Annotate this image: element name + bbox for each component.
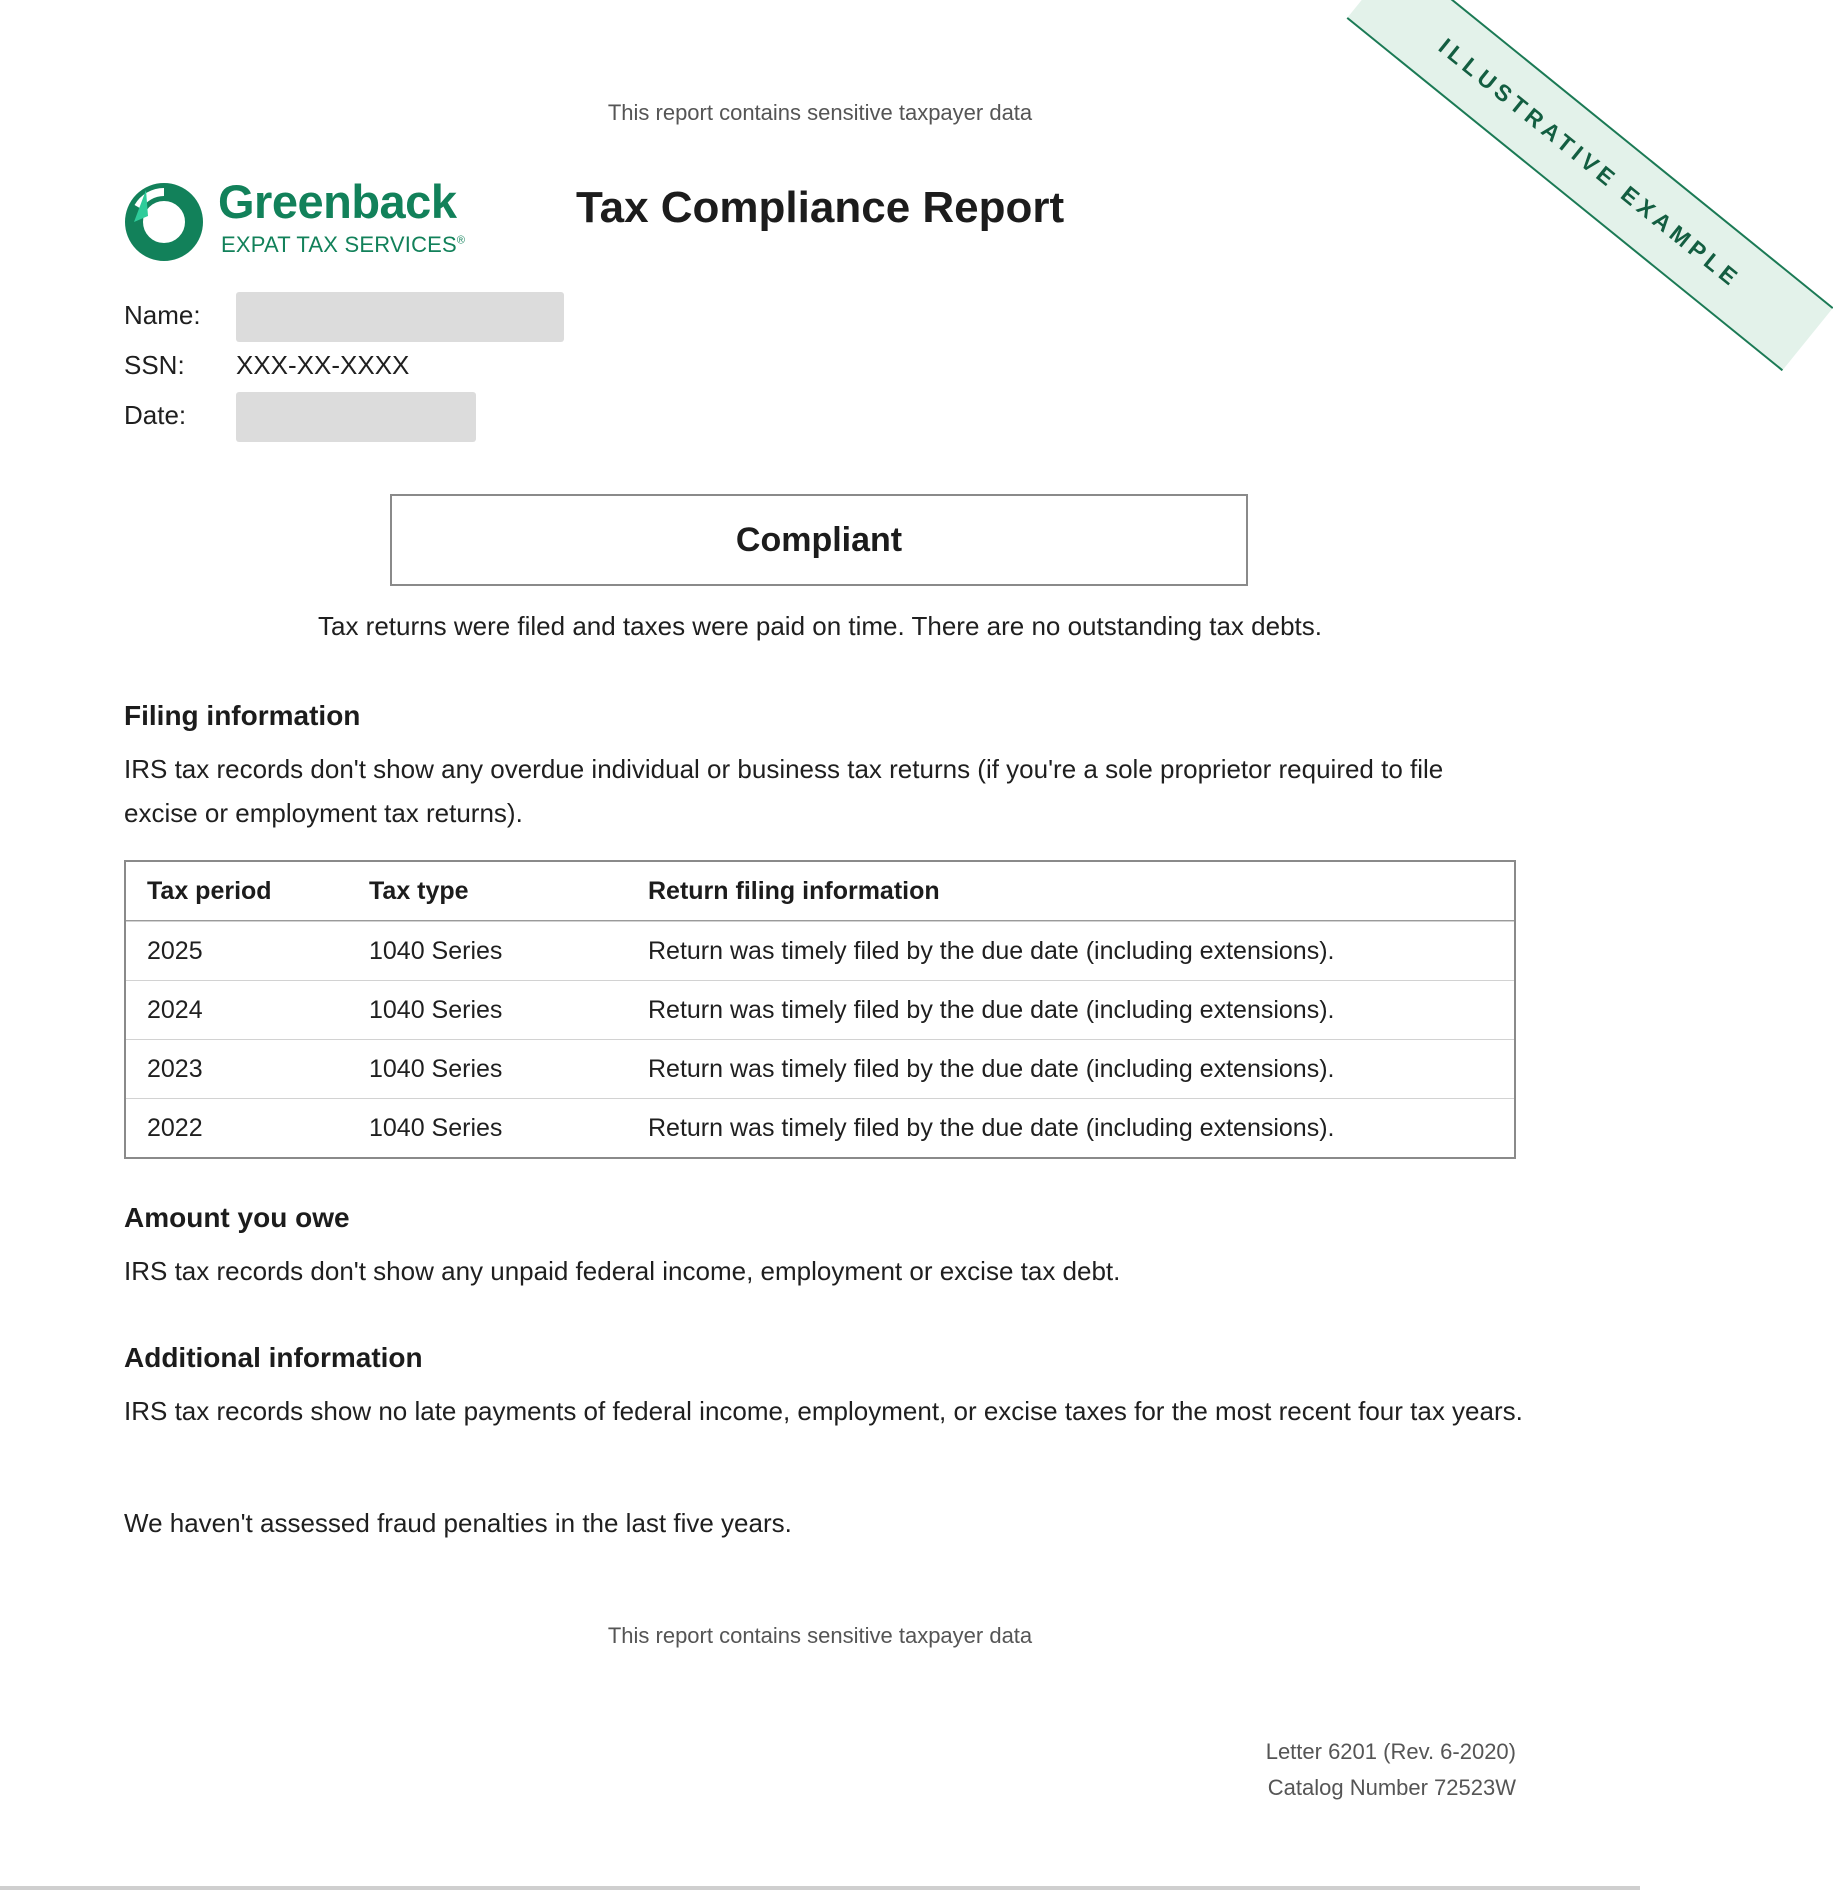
tax-period-cell: 2024	[147, 996, 203, 1024]
ribbon-text: ILLUSTRATIVE EXAMPLE	[1434, 32, 1747, 293]
table-row	[126, 1098, 1514, 1157]
filing-heading: Filing information	[124, 700, 361, 731]
additional-text-2: We haven't assessed fraud penalties in the last five years.	[124, 1508, 792, 1538]
greenback-logo-icon	[124, 182, 204, 262]
tax-type-cell: 1040 Series	[369, 996, 503, 1024]
sensitive-notice-top: This report contains sensitive taxpayer data	[607, 100, 1033, 125]
table-header-row	[126, 862, 1514, 921]
ribbon-band	[1347, 0, 1833, 371]
logo-tagline	[221, 232, 465, 258]
catalog-number: Catalog Number 72523W	[1267, 1775, 1516, 1800]
table-row	[126, 980, 1514, 1039]
name-label: Name:	[124, 300, 201, 330]
filing-table	[124, 860, 1516, 1159]
page-bottom-rule	[0, 1886, 1640, 1890]
tax-period-cell: 2022	[147, 1114, 203, 1142]
filing-info-cell: Return was timely filed by the due date (including extensions).	[648, 996, 1335, 1024]
tax-type-cell: 1040 Series	[369, 1114, 503, 1142]
letter-number: Letter 6201 (Rev. 6-2020)	[1265, 1739, 1516, 1764]
tax-type-cell: 1040 Series	[369, 1055, 503, 1083]
filing-info-cell: Return was timely filed by the due date (including extensions).	[648, 1055, 1335, 1083]
filing-text: IRS tax records don't show any overdue individual or business tax returns (if you're a sole proprietor required to file excise or employment tax returns).	[124, 754, 1444, 828]
tax-period-cell: 2025	[147, 937, 203, 965]
status-box	[390, 494, 1248, 586]
header-tax-type: Tax type	[369, 877, 469, 905]
date-redacted	[236, 392, 476, 442]
status-description: Tax returns were filed and taxes were paid on time. There are no outstanding tax debts.	[318, 611, 1322, 641]
ssn-label: SSN:	[124, 350, 185, 380]
amount-owed-heading: Amount you owe	[124, 1202, 350, 1233]
table-row	[126, 1039, 1514, 1098]
greenback-logo	[124, 175, 484, 265]
ssn-value: XXX-XX-XXXX	[236, 350, 410, 380]
name-redacted	[236, 292, 564, 342]
tax-period-cell: 2023	[147, 1055, 203, 1083]
report-title: Tax Compliance Report	[576, 183, 1065, 232]
illustrative-ribbon	[1180, 0, 1747, 340]
additional-text-1: IRS tax records show no late payments of federal income, employment, or excise taxes for the most recent four tax years.	[124, 1396, 1523, 1426]
header-tax-period: Tax period	[147, 877, 272, 905]
filing-info-cell: Return was timely filed by the due date (including extensions).	[648, 937, 1335, 965]
additional-heading: Additional information	[124, 1342, 423, 1373]
logo-tagline-text: EXPAT TAX SERVICES	[221, 232, 457, 257]
logo-brand: Greenback	[218, 175, 457, 228]
date-label: Date:	[124, 400, 187, 430]
amount-owed-text: IRS tax records don't show any unpaid federal income, employment or excise tax debt.	[124, 1256, 1121, 1286]
filing-info-cell: Return was timely filed by the due date (including extensions).	[648, 1114, 1335, 1142]
tax-type-cell: 1040 Series	[369, 937, 503, 965]
registered-mark: ®	[456, 234, 466, 247]
status-label: Compliant	[735, 520, 903, 559]
table-row	[126, 921, 1514, 980]
header-return-filing-info: Return filing information	[648, 877, 940, 905]
sensitive-notice-bottom: This report contains sensitive taxpayer data	[607, 1623, 1033, 1648]
